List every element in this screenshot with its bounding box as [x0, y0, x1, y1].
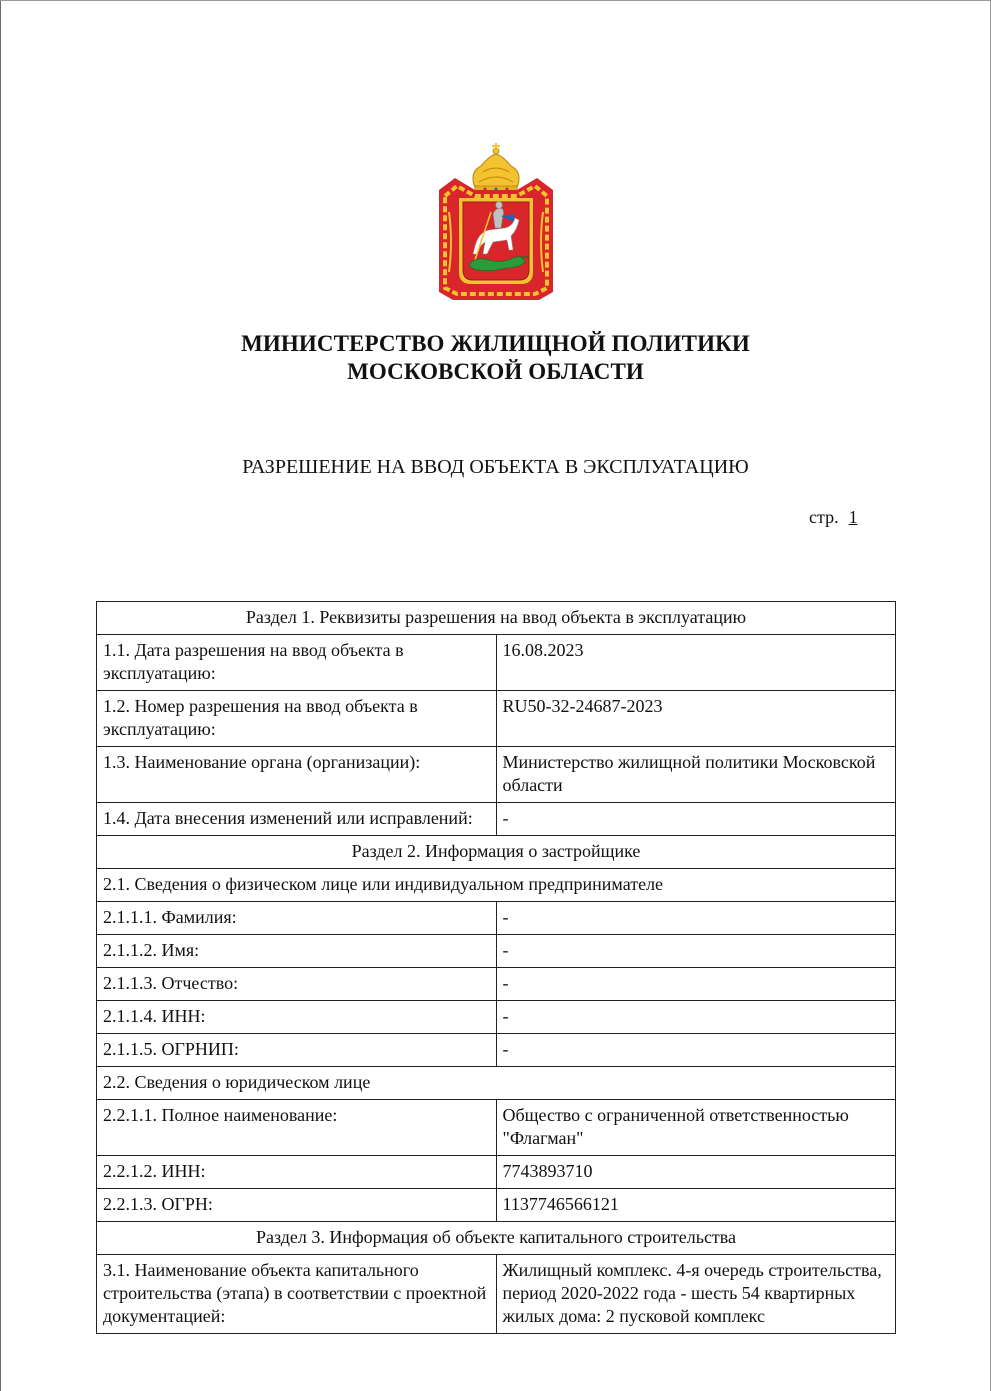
section-header-row	[97, 602, 896, 635]
subsection-header-row	[97, 869, 896, 902]
table-row	[97, 1255, 896, 1334]
subsection-header-row	[97, 1067, 896, 1100]
row-value: Общество с ограниченной ответственностью "Флагман"	[496, 1100, 896, 1156]
row-label: 2.1.1.3. Отчество:	[97, 968, 497, 1001]
row-value: -	[496, 968, 896, 1001]
page-label: стр.	[809, 507, 839, 527]
row-label: 1.3. Наименование органа (организации):	[97, 747, 497, 803]
section-header-row	[97, 836, 896, 869]
row-label: 2.1.1.1. Фамилия:	[97, 902, 497, 935]
page-number-block	[809, 505, 862, 529]
row-value: -	[496, 1001, 896, 1034]
subsection-2-1-title: 2.1. Сведения о физическом лице или индивидуальном предпринимателе	[97, 869, 896, 902]
row-value: -	[496, 902, 896, 935]
table-row	[97, 747, 896, 803]
table-row	[97, 1034, 896, 1067]
ministry-name	[0, 330, 991, 386]
row-label: 1.4. Дата внесения изменений или исправлений:	[97, 803, 497, 836]
row-label: 2.2.1.3. ОГРН:	[97, 1189, 497, 1222]
row-label: 2.2.1.2. ИНН:	[97, 1156, 497, 1189]
subsection-2-2-title: 2.2. Сведения о юридическом лице	[97, 1067, 896, 1100]
row-value: -	[496, 1034, 896, 1067]
row-label: 2.1.1.2. Имя:	[97, 935, 497, 968]
row-label: 1.2. Номер разрешения на ввод объекта в эксплуатацию:	[97, 691, 497, 747]
table-row	[97, 935, 896, 968]
table-row	[97, 803, 896, 836]
permit-details-table	[96, 601, 896, 1334]
table-row	[97, 902, 896, 935]
section-header-row	[97, 1222, 896, 1255]
table-row	[97, 691, 896, 747]
table-row	[97, 635, 896, 691]
row-value: RU50-32-24687-2023	[496, 691, 896, 747]
table-row	[97, 1189, 896, 1222]
table-row	[97, 1156, 896, 1189]
crown-icon	[473, 143, 519, 192]
row-value: 16.08.2023	[496, 635, 896, 691]
row-label: 3.1. Наименование объекта капитального строительства (этапа) в соответствии с проектной документацией:	[97, 1255, 497, 1334]
row-label: 2.2.1.1. Полное наименование:	[97, 1100, 497, 1156]
table-row	[97, 1001, 896, 1034]
ministry-name-line2: МОСКОВСКОЙ ОБЛАСТИ	[347, 359, 644, 384]
table-row	[97, 968, 896, 1001]
page-number: 1	[848, 507, 858, 527]
section-2-title: Раздел 2. Информация о застройщике	[97, 836, 896, 869]
row-value: -	[496, 935, 896, 968]
page-edge-top	[0, 0, 991, 1]
moscow-oblast-coat-of-arms-icon	[435, 142, 557, 302]
page-edge-left	[0, 0, 1, 1391]
row-value: Жилищный комплекс. 4-я очередь строительства, период 2020-2022 года - шесть 54 квартирных жилых дома: 2 пусковой комплекс	[496, 1255, 896, 1334]
row-value: -	[496, 803, 896, 836]
ministry-name-line1: МИНИСТЕРСТВО ЖИЛИЩНОЙ ПОЛИТИКИ	[241, 331, 750, 356]
section-1-title: Раздел 1. Реквизиты разрешения на ввод объекта в эксплуатацию	[97, 602, 896, 635]
row-value: 7743893710	[496, 1156, 896, 1189]
document-title: РАЗРЕШЕНИЕ НА ВВОД ОБЪЕКТА В ЭКСПЛУАТАЦИЮ	[242, 456, 749, 478]
row-label: 2.1.1.5. ОГРНИП:	[97, 1034, 497, 1067]
section-3-title: Раздел 3. Информация об объекте капитального строительства	[97, 1222, 896, 1255]
row-label: 2.1.1.4. ИНН:	[97, 1001, 497, 1034]
row-value: 1137746566121	[496, 1189, 896, 1222]
row-value: Министерство жилищной политики Московской области	[496, 747, 896, 803]
row-label: 1.1. Дата разрешения на ввод объекта в эксплуатацию:	[97, 635, 497, 691]
table-row	[97, 1100, 896, 1156]
